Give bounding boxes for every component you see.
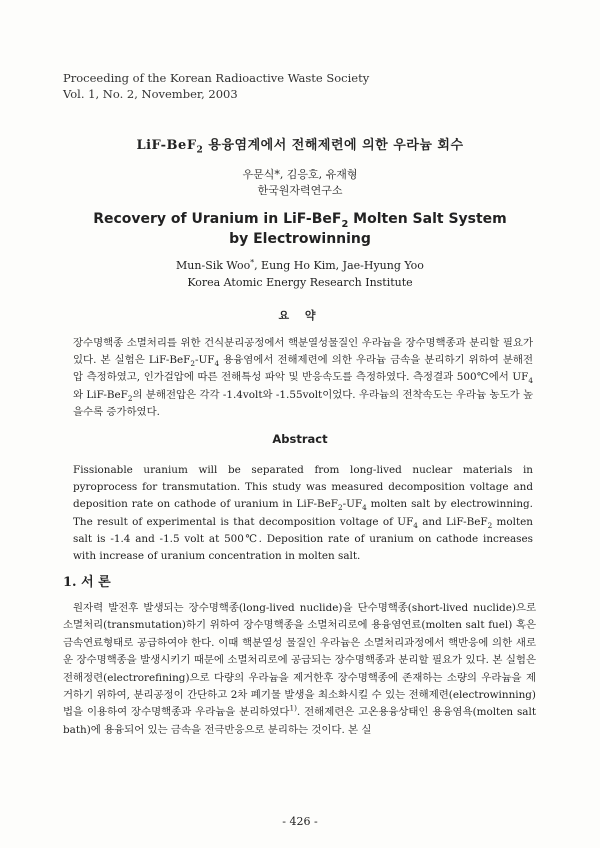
korean-authors: 우문식*, 김응호, 유재형 — [242, 168, 358, 181]
korean-abstract-heading: 요 약 — [278, 309, 322, 322]
english-abstract-heading: Abstract — [272, 432, 328, 446]
introduction-text: 원자력 발전후 발생되는 장수명핵종(long-lived nuclide)을 단수명핵종(short-lived nuclide)으로 소멸처리(transmutation)하기 위하여 장수명핵종을 소멸처리로에 용융염연료(molten salt fuel) 혹은 금속연료형태로 공급하여야 한다. 이때 핵분열성 물질인 우라늄은 소멸처리과정에서 핵반응에 의한 새로운 장수명핵종을 발생시키기 때문에 소멸처리로에 공급되는 장수명핵종과 분리할 필요가 있다. 본 실험은 전해정련(electrorefining)으로 다량의 우라늄을 제거한후 장수명핵종에 존재하는 소량의 우라늄을 제거하기 위하여, 분리공정이 간단하고 2차 폐기물 발생을 최소화시킬 수 있는 전해제련(electrowinning)법을 이용하여 장수명핵종과 우라늄을 분리하였다$^{1)}$. 전해제련은 고온용융상태인 용융염욕(molten salt bath)에 용융되어 있는 금속을 전극반응으로 분리하는 것이다. 본 실 — [63, 602, 537, 736]
english-authors: Mun-Sik Woo*, Eung Ho Kim, Jae-Hyung Yoo — [176, 257, 424, 272]
journal-issue: Vol. 1, No. 2, November, 2003 — [63, 87, 238, 101]
english-title-line2: by Electrowinning — [229, 231, 371, 247]
english-abstract-text: Fissionable uranium will be separated from long-lived nuclear materials in pyroprocess for transmutation. This study was measured decomposition voltage and deposition rate on cathode of uranium in LiF-$BeF_2-UF_4$ molten salt by electrowinning. The result of experimental is that decomposition voltage of $UF_4$ and LiF-BeF$_2$ molten salt is -1.4 and -1.5 volt at 500℃. Deposition rate of uranium on cathode increases with increase of uranium concentration in molten salt. — [73, 464, 533, 563]
english-institute: Korea Atomic Energy Research Institute — [187, 276, 413, 289]
journal-name: Proceeding of the Korean Radioactive Waste Society — [63, 71, 370, 85]
korean-title: LiF-BeF$_2$ 용융염계에서 전해제련에 의한 우라늄 회수 — [136, 138, 464, 156]
english-title-line1: Recovery of Uranium in LiF-BeF$_2$ Molten Salt System — [93, 211, 507, 230]
english-title — [0, 209, 600, 249]
introduction-heading: 1. 서 론 — [63, 575, 111, 590]
journal-header — [63, 70, 369, 102]
korean-institute: 한국원자력연구소 — [257, 184, 343, 197]
korean-abstract-text: 장수명핵종 소멸처리를 위한 건식분리공정에서 핵분열성물질인 우라늄을 장수명핵종과 분리할 필요가 있다. 본 실험은 LiF-$BeF_2-UF_4$ 용융염에서 전해제련에 의한 우라늄 금속을 분리하기 위하여 분해전압 측정하였고, 인가걸압에 따른 전해특성 파악 및 반응속도를 측정하였다. 측정결과 500℃에서 $UF_4$와 LiF-BeF$_2$의 분해전압은 각각 -1.4volt와 -1.55volt이었다. 우라늄의 전착속도는 우라늄 농도가 높을수록 증가하였다. — [73, 337, 534, 418]
page-number: - 426 - — [282, 815, 318, 828]
